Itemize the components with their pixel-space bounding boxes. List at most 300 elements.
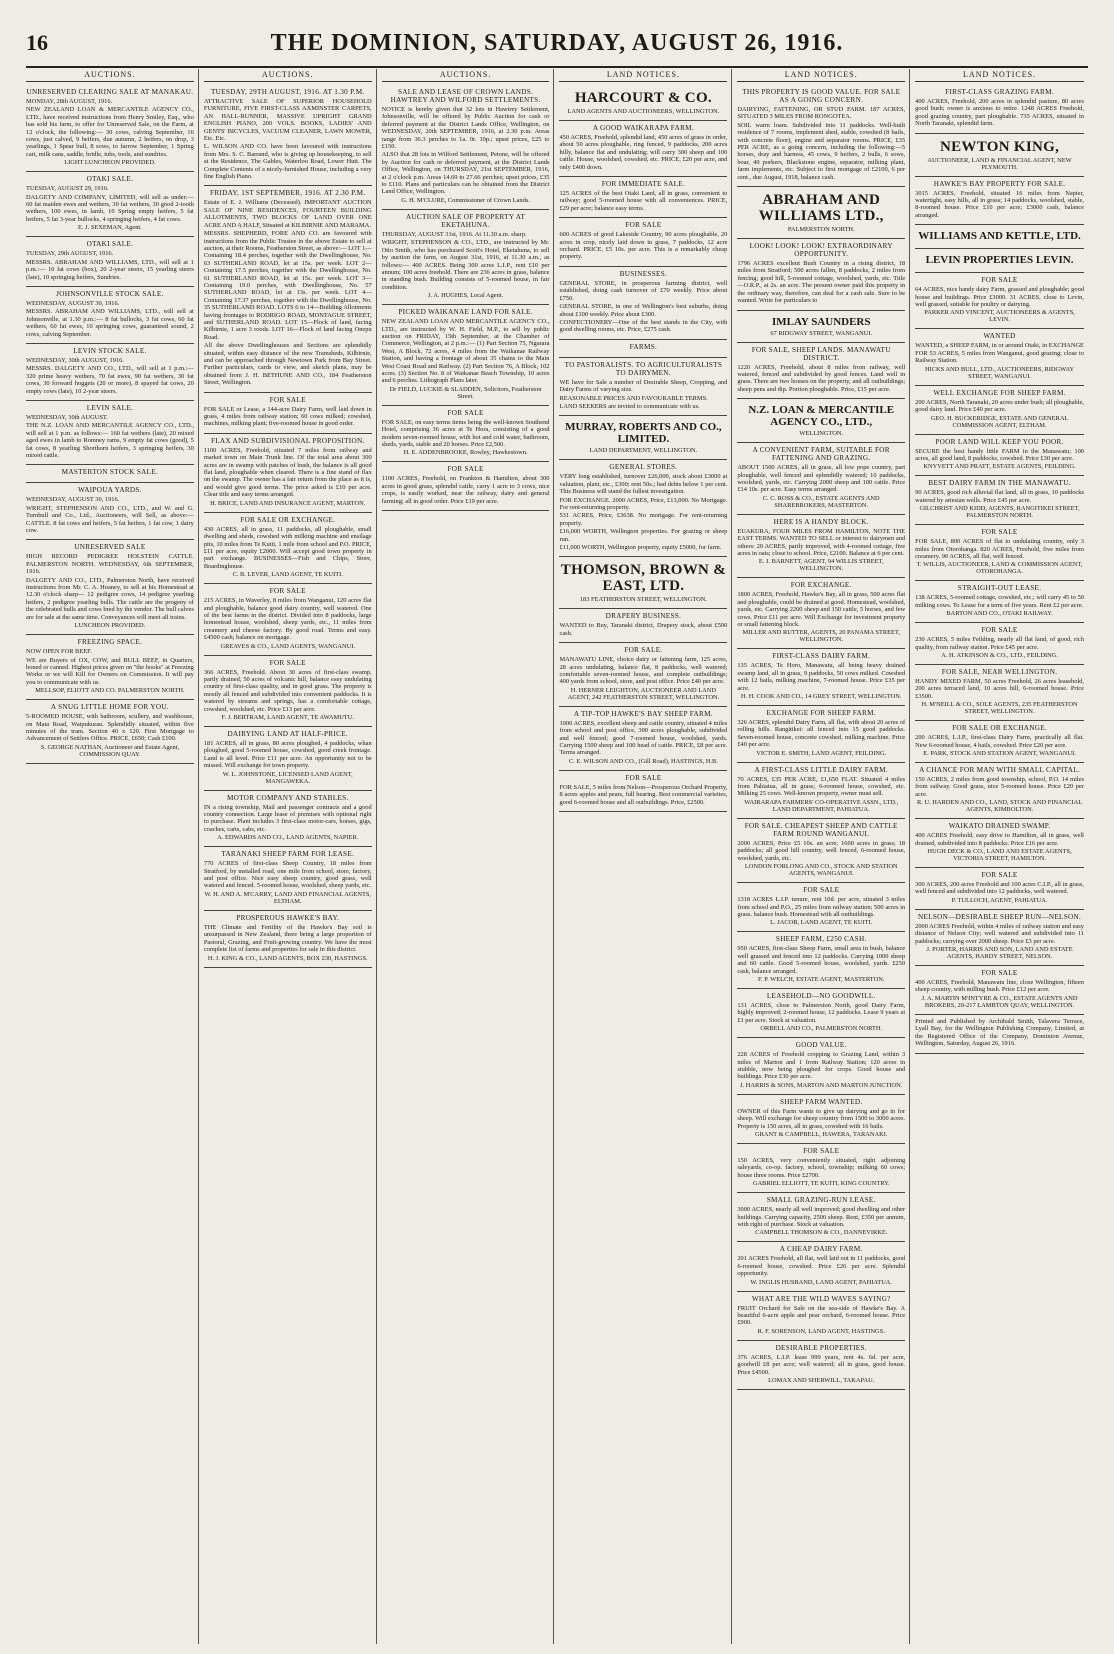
ad-heading: THIS PROPERTY IS GOOD VALUE. FOR SALE AS A GOING CONCERN.	[742, 88, 901, 104]
advertisement	[204, 186, 372, 392]
ad-signature: R. F. SORENSON, LAND AGENT, HASTINGS.	[757, 1327, 885, 1335]
ad-signature: MELLSOP, ELIOTT AND CO. PALMERSTON NORTH.	[35, 687, 185, 695]
ad-text: WANTED to Buy, Taranaki district, Drapery stock, about £500 cash.	[559, 622, 728, 637]
ad-text: DAIRYING, FATTENING, OR STUD FARM. 187 ACRES, SITUATED 3 MILES FROM RONGOTEA.	[737, 106, 906, 121]
columns	[26, 69, 1088, 1644]
ad-heading: WELL EXCHANGE FOR SHEEP FARM.	[933, 388, 1066, 397]
ad-heading: DRAPERY BUSINESS.	[605, 612, 682, 621]
ad-heading: FOR SALE.	[624, 646, 663, 655]
advertisement	[737, 1144, 905, 1193]
ad-text: FOR EXCHANGE. 2000 ACRES, Price, £13,000. No Mortgage. For rent-returning property.	[559, 496, 728, 511]
ad-text: 181 ACRES, all in grass, 80 acres ploughed, 4 paddocks, whan ploughed, good 5-roomed house, cowshed, good creek frontage. Land is all level. Price £11 per acre. An opportunity not to be missed. Will exchange for town property.	[203, 740, 372, 770]
advertisement	[559, 707, 727, 771]
ad-heading: A FIRST-CLASS LITTLE DAIRY FARM.	[754, 765, 888, 774]
ad-text: MANAWATU LINE, choice dairy or fattening farm, 125 acres, 28 acres undulating, balance flat, 8 paddocks, well watered; comfortable seven-roomed house, and complete outbuildings; 400 yards from school, store, and post office. Price £40 per acre.	[559, 656, 728, 686]
ad-signature: A. EDWARDS AND CO., LAND AGENTS, NAPIER.	[217, 834, 359, 842]
ad-heading: OTAKI SALE.	[86, 240, 134, 249]
ad-heading: A SNUG LITTLE HOME FOR YOU.	[50, 703, 169, 712]
advertisement	[559, 267, 727, 340]
ad-heading: SHEEP FARM, £250 CASH.	[775, 935, 867, 944]
ad-signature: KNYVETT AND PRATT, ESTATE AGENTS, FEILDING.	[923, 463, 1076, 471]
advertisement	[204, 847, 372, 911]
advertisement	[915, 721, 1084, 763]
advertisement	[559, 218, 727, 267]
ad-text: NEW ZEALAND LOAN & MERCANTILE AGENCY CO., LTD., have received instructions from Henry Smiley, Esq., who has sold his farm, to offer for Unreserved Sale, on the Farm, at 12 o'clock, the following:— 30 cows, calving September, 16 cows, just calved, 9 heifers, due autumn, 2 heifers, on drop, 3 yearlings, 1 Spear bull, 8 sows, to farrow September, 1 Spring cart, milk cans, saddle, bridle, tubs, tools, and sundries.	[26, 106, 194, 158]
ad-text: 1000 ACRES, excellent sheep and cattle country, situated 4 miles from school and post office, 300 acres ploughable, subdivided and well fenced; good 7-roomed house, woolshed, yards. Carrying 1500 sheep and 100 head of cattle. PRICE, £8 per acre. Terms arranged.	[559, 719, 728, 757]
ad-signature: H. HERNER LEIGHTON, AUCTIONEER AND LAND AGENT, 242 FEATHERSTON STREET, WELLINGTON.	[567, 686, 720, 701]
ad-signature: R. U. HARDEN AND CO., LAND, STOCK AND FINANCIAL AGENTS, KIMBOLTON.	[916, 799, 1083, 814]
ad-text: 366 ACRES, Freehold. About 30 acres of first-class swamp, partly drained, 50 acres of volcanic hill, balance easy undulating country of first-class quality, and in good grass. The property is mostly all fenced and subdivided into convenient paddocks. It is watered by streams and springs, has a comfortable cottage, cowshed, woolshed, etc. Price £13 per acre.	[203, 668, 372, 713]
ad-text: 400 ACRES Freehold, easy drive to Hamilton, all in grass, well drained, subdivided into 8 paddocks. Price £16 per acre.	[915, 832, 1084, 847]
ad-text: 1220 ACRES, Freehold, about 8 miles from railway, well watered, fenced and subdivided by good fences. Land well in grass. There are two houses on the property, and all outbuildings; sheep pens and dip. Portion ploughable. Price, £15 per acre.	[737, 363, 906, 393]
ad-heading: A TIP-TOP HAWKE'S BAY SHEEP FARM.	[573, 709, 713, 718]
ad-signature: PARKER AND VINCENT, AUCTIONEERS & AGENTS, LEVIN.	[924, 309, 1075, 324]
ad-text: 376 ACRES, L.I.P. lease 999 years, rent 4s. 6d. per acre, goodwill £8 per acre; well watered; all in grass, good house. Price £4500.	[737, 1353, 906, 1376]
ad-text: 1318 ACRES L.I.P. tenure, rent 10d. per acre, situated 3 miles from school and P.O., 25 miles from railway station; 500 acres in grass. balance bush. Homestead with all outbuildings.	[737, 896, 906, 918]
ad-heading: FRIDAY, 1ST SEPTEMBER, 1916. AT 2.30 P.M.	[210, 189, 366, 198]
ad-signature: A. H. ATKINSON & CO., LTD., FEILDING.	[941, 651, 1058, 659]
ad-heading: FOR SALE	[269, 658, 306, 667]
column-heading: LAND NOTICES.	[915, 69, 1084, 82]
ad-text: MESSRS. ABRAHAM AND WILLIAMS, LTD., will sell at 1 p.m.:— 10 fat cows (box), 20 2-year steers, 15 yearling steers (late), 10 springing heifers, Sundries.	[26, 258, 194, 281]
advertisement	[915, 85, 1084, 134]
ad-text: 200 ACRES, North Taranaki, 20 acres under bush; all ploughable, good dairy land. Price £40 per acre.	[915, 398, 1084, 414]
advertisement	[915, 1015, 1084, 1054]
ad-text: HIGH RECORD PEDIGREE HOLSTEIN CATTLE. PALMERSTON NORTH. WEDNESDAY, 6th SEPTEMBER, 1916.	[26, 553, 194, 576]
ad-text: 531 ACRES, Price, £3638. No mortgage. For rent-returning property.	[559, 512, 728, 527]
ad-text: FRUIT Orchard for Sale on the sea-side of Hawke's Bay. A beautiful 6-acre apple and pear orchard, 6-roomed house. Price £900.	[737, 1304, 906, 1327]
column-3	[382, 69, 555, 1644]
ad-heading: STRAIGHT-OUT LEASE.	[957, 584, 1042, 593]
ad-heading: FOR SALE	[625, 773, 662, 782]
advertisement	[915, 177, 1084, 226]
column-4	[559, 69, 732, 1644]
ad-signature: J. A. MARTIN M'INTYRE & CO., ESTATE AGENTS AND BROKERS, 20-217 LAMBTON QUAY, WELLINGTON.	[921, 994, 1078, 1009]
advertisement	[26, 465, 194, 483]
ad-heading: A CHANCE FOR MAN WITH SMALL CAPITAL.	[919, 766, 1081, 774]
advertisement	[915, 273, 1084, 329]
ad-text: WRIGHT, STEPHENSON & CO., LTD., are instructed by Mr. Otto Smith, who has purchased Scott's Hotel, Eketahuna, to sell by auction the farm, on August 31st, 1916, at 11.30 a.m., as follows:— 400 ACRES. Being 300 acres L.I.P., rent £10 per annum; 100 acres freehold. There are 236 acres in grass, balance in standing bush. Building consists of 5-roomed house, in fair condition.	[381, 239, 550, 291]
ad-heading: LOOK! LOOK! LOOK! EXTRAORDINARY OPPORTUNITY.	[749, 242, 893, 259]
ad-text: TUESDAY, 29th AUGUST, 1916.	[26, 250, 114, 258]
ad-signature: LIGHT LUNCHEON PROVIDED.	[64, 159, 156, 167]
advertisement	[737, 515, 905, 579]
advertisement	[559, 177, 727, 218]
ad-text: WEDNESDAY, 30th AUGUST, 1916.	[26, 356, 124, 364]
ad-signature: LOMAX AND SHERWILL, TAKAPAU.	[768, 1377, 875, 1385]
ad-signature: LUNCHEON PROVIDED.	[74, 622, 146, 630]
ad-heading: FOR SALE. CHEAPEST SHEEP AND CATTLE FARM ROUND WANGANUI.	[744, 821, 898, 838]
ad-heading: UNRESERVED SALE	[74, 543, 146, 552]
ad-text: Estate of E. J. Williams (Deceased). IMPORTANT AUCTION SALE OF NINE RESIDENCES, FOURTEEN BUILDING ALLOTMENTS, TWO BLOCKS OF LAND OVER ONE ACRE AND A HALF, Situated at KILBIRNIE AND MARAMA.	[203, 199, 372, 229]
ad-heading: FREEZING SPACE.	[77, 638, 143, 647]
ad-text: 400 ACRES, Freehold, 200 acres in splendid pasture, 80 acres good bush; owner is anxious to retire. 1248 ACRES Freehold, good grazing country, part ploughable. 735 ACRES, situated in North Taranaki, splendid farm.	[915, 98, 1084, 128]
ad-heading: MOTOR COMPANY AND STABLES.	[226, 793, 349, 802]
advertisement	[737, 85, 905, 187]
ad-heading: FIRST-CLASS GRAZING FARM.	[945, 88, 1054, 96]
ad-text: WEDNESDAY, AUGUST 30, 1916.	[26, 496, 120, 504]
advertisement	[204, 584, 372, 655]
ad-heading: EXCHANGE FOR SHEEP FARM.	[766, 709, 876, 718]
ad-heading: SALE AND LEASE OF CROWN LANDS. HAWTREY AND WILFORD SETTLEMENTS.	[390, 88, 541, 104]
ad-text: GENERAL STORE, in prosperous farming district, well established, doing cash turnover of £70 weekly. Price about £750.	[559, 279, 728, 302]
advertisement	[737, 819, 905, 883]
ad-firm-name: IMLAY SAUNDERS	[771, 315, 871, 328]
ad-signature: E. PARK, STOCK AND STATION AGENT, WANGANUI.	[923, 750, 1076, 757]
ad-text: ATTRACTIVE SALE OF SUPERIOR HOUSEHOLD FURNITURE, FIVE FIRST-CLASS AXMINSTER CARPETS, AN HALL-RUNNER, MASSIVE UPRIGHT GRAND ENGLISH PIANO, 200 VOLS. BOOKS, LADIES' AND GENTS' BICYCLES, VACUUM CLEANER, LAWN MOWER, Etc. Etc.	[203, 98, 372, 143]
advertisement	[915, 134, 1084, 177]
ad-text: MESSRS. DALGETY AND CO., LTD., will sell at 1 p.m.:— 320 prime heavy wethers, 70 fat ewes, 90 fat wethers, 30 fat cows, 30 forward hoggets (20 or more), 8 spayed fat cows, 20 empty cows (late), 10 2-year steers.	[26, 365, 194, 395]
advertisement	[382, 85, 550, 210]
advertisement	[737, 443, 905, 515]
column-heading: LAND NOTICES.	[559, 69, 727, 82]
page-number: 16	[26, 30, 48, 55]
advertisement	[737, 1242, 905, 1291]
ad-heading: FOR SALE	[803, 886, 840, 895]
advertisement	[737, 763, 905, 819]
ad-heading: GENERAL STORES.	[609, 463, 678, 472]
advertisement	[737, 399, 905, 443]
ad-heading: BEST DAIRY FARM IN THE MANAWATU.	[928, 479, 1071, 488]
ad-text: 138 ACRES, 5-roomed cottage, cowshed, etc.; will carry 45 to 50 milking cows. To Lease for a term of five years. Rent £2 per acre.	[915, 594, 1084, 609]
ad-text: WE have for Sale a number of Desirable Sheep, Cropping, and Dairy Farms of varying size.	[559, 378, 728, 394]
ad-text: WE are Buyers of OX, COW, and BULL BEEF, in Quarters, boned or canned. Highest prices given on "the hooks" at Freezing Works or we will Kill for Owners on Commission. It will pay you to communicate with us.	[26, 656, 194, 686]
ad-text: SECURE the best handy little FARM in the Manawatu; 100 acres, all good land, 8 paddocks, cowshed. Price £30 per acre.	[915, 447, 1084, 462]
ad-heading: HERE IS A HANDY BLOCK.	[773, 517, 869, 526]
ad-signature: G. H. M'CLURE, Commissioner of Crown Lands.	[401, 196, 530, 204]
ad-text: HANDY MIXED FARM, 50 acres Freehold, 26 acres leasehold, 200 acres terraced land, 10 acres hill, 6-roomed house. Price £3500.	[915, 677, 1084, 700]
advertisement	[737, 239, 905, 310]
ad-signature: 183 FEATHERSTON STREET, WELLINGTON.	[579, 596, 707, 604]
ad-text: 770 ACRES of first-class Sheep Country, 18 miles from Stratford, by metalled road, one mile from school, store, factory, and post office. Nice easy sheep country, good grass, well watered and fenced. 5-roomed house, woolshed, sheep yards, etc.	[203, 860, 372, 890]
ad-heading: GOOD VALUE.	[795, 1041, 847, 1050]
advertisement	[559, 85, 727, 121]
ad-signature: GRANT & CAMPBELL, HAWERA, TARANAKI.	[755, 1131, 888, 1138]
ad-heading: FOR SALE, NEAR WELLINGTON.	[941, 667, 1058, 676]
ad-text: 1800 ACRES, Freehold, Hawke's Bay, all in grass, 500 acres flat and ploughable, could be drained at good. Homestead, woolshed, yards, etc. Carrying 2200 sheep and 150 cattle, 5 horses, and few cows. Price £11 per acre. Will Exchange for investment property or small fattening block.	[737, 591, 906, 628]
ad-signature: W. L. JOHNSTONE, LICENSED LAND AGENT, MANGAWEKA.	[222, 770, 353, 785]
ad-text: DALGETY AND COMPANY, LIMITED, will sell as under:— 60 fat maiden ewes and wethers, 30 fat wethers, 30 good 2-tooth wethers, 100 ewes, in lamb, 10 Spring empty heifers, 5 fat heifers, 5 fat 3-year bullocks, 4 springing heifers, 4 fat cows.	[26, 193, 194, 223]
ad-text: LAND SEEKERS are invited to communicate with us.	[559, 402, 700, 410]
ad-text: 90 ACRES, good rich alluvial flat land, all in grass, 10 paddocks watered by artesian wells. Price £45 per acre.	[915, 489, 1084, 504]
column-heading: AUCTIONS.	[204, 69, 372, 82]
ad-text: L. WILSON AND CO. have been favoured with instructions from Mrs. S. C. Barrand, who is giving up housekeeping, to sell at the Residence, The Gables, Waterloo Road, Lower Hutt. The Complete Contents of a nicely-furnished House, including a very fine English Piano.	[203, 143, 372, 181]
ad-text: NOTICE is hereby given that 32 lots in Hawtrey Settlement, Johnsonville, will be offered by Public Auction for cash or deferred payment at the District Lands Office, Wellington, on WEDNESDAY, 20th SEPTEMBER, 1916, at 2.30 p.m. Areas range from 36.3 perches to 1a. 0r. 10p.; upset prices, £25 to £150.	[381, 106, 550, 151]
ad-signature: AUCTIONEER, LAND & FINANCIAL AGENT, NEW PLYMOUTH.	[927, 156, 1072, 171]
ad-heading: JOHNSONVILLE STOCK SALE.	[56, 289, 164, 298]
ad-signature: PALMERSTON NORTH.	[787, 226, 855, 234]
ad-text: THE Climate and Fertility of the Hawke's Bay soil is unsurpassed in New Zealand, there being a large proportion of Pastoral, Grazing, and Fruit-growing country. We have the most complete list of farms and properties for sale in this district.	[203, 923, 372, 954]
advertisement	[737, 989, 905, 1038]
advertisement	[737, 1292, 905, 1341]
ad-heading: FOR SALE, SHEEP LANDS. MANAWATU DISTRICT.	[751, 345, 891, 362]
ad-text: 215 ACRES, in Waverley, 8 miles from Wanganui, 120 acres flat and ploughable, balance good dairy country, well watered. One of the best farms in the district. Divided into 8 paddocks, large homestead house, woolshed, sheep yards, etc., 11 miles from creamery and cheese factory. By good road. Terms and easy. £4500 cash; balance on mortgage.	[203, 597, 372, 642]
advertisement	[559, 557, 727, 609]
ad-text: DALGETY AND CO., LTD., Palmerston North, have received instructions from Mr. C. A. Hoaney, to sell at his Homestead at 12.30 o'clock sharp— 12 pedigree cows, 14 pedigree yearling heifers, 2 pedigree yearling bulls. The cattle are the progeny of the celebrated bulls and cows bred by the vendor. The bull calves are for sale at the same time. Conveyances will meet all trains.	[26, 576, 194, 621]
ad-signature: F. J. BERTRAM, LAND AGENT, TE AWAMUTU.	[221, 714, 354, 721]
ad-heading: FOR SALE	[981, 528, 1018, 537]
advertisement	[915, 665, 1084, 721]
ad-heading: MASTERTON STOCK SALE.	[61, 468, 159, 477]
ad-signature: LAND AGENTS AND AUCTIONEERS, WELLINGTON.	[567, 108, 720, 115]
ad-text: FOR SALE, 800 ACRES of flat to undulating country, only 3 miles from Otorohanga. 820 ACRES, Freehold, five miles from creamery. 90 ACRES, all flat, well fenced.	[915, 538, 1084, 560]
ad-signature: H. BRICE, LAND AND INSURANCE AGENT, MARTON.	[210, 499, 366, 507]
ad-heading: FARMS.	[629, 342, 658, 351]
ad-text: GENERAL STORE, in one of Wellington's best suburbs, doing about £100 weekly. Price about £300.	[559, 303, 728, 318]
ad-signature: H. E. ADDENBROOKE, Rowley, Hawkestown.	[403, 449, 528, 457]
advertisement	[559, 121, 727, 177]
advertisement	[737, 1193, 905, 1242]
ad-text: 430 ACRES, all in grass, 11 paddocks, all ploughable, small dwelling and sheds, cowshed with milking machine and ensilage pits, 10 miles from Te Kuiti, 1 mile from school and P.O. PRICE, £11 per acre, equity £2000. Will accept good town property in part exchange. BUSINESSES—Fish and Chips, Store, Boardinghouse.	[203, 525, 372, 570]
advertisement	[204, 791, 372, 848]
ad-text: ALSO that 28 lots in Wilford Settlement, Petone, will be offered by Auction for cash or deferred payment, at the District Lands Office, Wellington, on THURSDAY, 21st SEPTEMBER, 1916, at 2 o'clock p.m. Areas 14.69 to 27.66 perches; upset prices, £35 to £110. Plans and particulars can be obtained from the District Land Office, Wellington.	[381, 151, 550, 196]
ad-text: THE N.Z. LOAN AND MERCANTILE AGENCY CO., LTD., will sell at 1 p.m. as follows:— 160 fat wethers (late), 20 mixed aged ewes in lamb to Romney rams, 9 empty fat cows (good), 5 fat cows, 8 yearling Shorthorn heifers, 3 springing heifers, 30 mixed cattle.	[26, 422, 194, 459]
advertisement	[915, 329, 1084, 385]
ad-text: NEW ZEALAND LOAN AND MERCANTILE AGENCY CO., LTD., are instructed by W. H. Field, M.P., to sell by public auction on FRIDAY, 15th September, at the Chamber of Commerce, Wellington, at 2 p.m.:— (1) Part Section 75, Ngarara West, A Block, 72 acres, 4 miles from the Waikanae Railway Station, and having a frontage of about 35 chains to the Main West Coast Road and Railway. (2) Part Section 76, A Block, 102 acres. (3) Section No. 8 of Waikanae Beach Township, 10 acres and 6 perches. Lithograph Plans later.	[381, 318, 550, 385]
ad-text: 2000 ACRES Freehold, within 4 miles of railway station and easy distance of Nelson City; well watered and subdivided into 11 paddocks; carrying over 2000 sheep. Price £3 per acre.	[915, 922, 1084, 945]
ad-heading: A CONVENIENT FARM, SUITABLE FOR FATTENING AND GRAZING.	[752, 446, 890, 463]
ad-signature: HUGH DECK & CO., LAND AND ESTATE AGENTS, VICTORIA STREET, HAMILTON.	[927, 848, 1072, 863]
advertisement	[915, 910, 1084, 966]
ad-text: EUAKURA, FOUR MILES FROM HAMILTON, NOTE THE EAST TERMS. WANTED TO SELL or interest to dairymen and others: 20 ACRES, partly improved, with 4-roomed cottage, five acres in oats; close to school. Price, £2100. Balance at 6 per cent.	[737, 527, 906, 557]
ad-signature: C. E. WILSON AND CO., (Gill Road), HASTINGS, H.B.	[568, 757, 718, 765]
ad-heading: SMALL GRAZING-RUN LEASE.	[766, 1196, 876, 1205]
advertisement	[559, 460, 727, 557]
ad-signature: S. GEORGE NATHAN, Auctioneer and Estate Agent, COMMISSION QUAY.	[40, 743, 180, 758]
ad-text: IN a rising township, Mail and passenger contracts and a good country connection. Large lease of premises with optional right to purchase. Plant includes 3 first-class motor-cars, horses, gigs, coaches, carts, cabs, etc.	[203, 803, 372, 833]
ad-heading: OTAKI SALE.	[86, 175, 134, 184]
ad-signature: WAIRARAPA FARMERS' CO-OPERATIVE ASSN., LTD., LAND DEPARTMENT, PAHIATUA.	[744, 798, 899, 813]
ad-text: NOW OPEN FOR BEEF.	[26, 648, 92, 656]
ad-signature: GEO. H. BUCKERIDGE, ESTATE AND GENERAL COMMISSION AGENT, ELTHAM.	[930, 414, 1069, 429]
column-2	[204, 69, 377, 1644]
advertisement	[382, 210, 550, 305]
column-heading: LAND NOTICES.	[737, 69, 905, 82]
ad-text: FOR SALE, on easy terms items being the well-known Southend Hotel, comprising 36 acres at Te Hora, consisting of a good modern seven-roomed house, with hot and cold water, bathroom, sheds, yards, stable and 20 horses. Price £2,500.	[381, 418, 550, 448]
advertisement	[915, 868, 1084, 910]
ad-text: MESSRS. SHEPHERD, FORE AND CO. are favoured with instructions from the Public Trustee in the above Estate to sell at auction, at their Rooms, Featherston Street, as above:— LOT 1—Containing 18.4 perches, together with the Dwellinghouse, No. 63 SUTHERLAND ROAD, let at 15s. per week. LOT 2—Containing 17.5 perches, together with the Dwellinghouse, No. 61 SUTHERLAND ROAD, let at 15s. per week. LOT 3—Containing 19.0 perches, with Dwellinghouse, No. 57 SUTHERLAND ROAD, let at 13s. per week. LOT 4—Containing 17.37 perches, together with the Dwellinghouse, No. 35 SUTHERLAND ROAD. LOTS 6 to 14—Building Allotments having frontages to RODRIGO ROAD, MONTAGUE STREET, and SUTHERLAND ROAD. LOT 15—Flock of land, facing Kilbirnie, 1 acre 3 roods. LOT 16—Flock of land facing Onepu Road.	[203, 230, 372, 341]
ad-text: 600 ACRES of good Lakeside Country, 90 acres ploughable, 20 acres in crop, nicely laid down in grass, 7 paddocks, 12 acre orchard. PRICE, £5 10s. per acre. This is a remarkably cheap property.	[559, 231, 728, 261]
ad-text: 70 ACRES, £35 PER ACRE, £1,650 FLAT. Situated 4 miles from Pahiatua, all in grass; 6-roomed house, cowshed, etc. Milking 25 cows. Well-known property, owner must sell.	[737, 775, 906, 798]
ad-text: 5-ROOMED HOUSE, with bathroom, scullery, and washhouse, on Mata Road, Waipukurau. Splendidly situated, within five minutes of the tram. Section 40 x 120. First Mortgage to Advancement of Settlers Office. PRICE, £650; Cash £100.	[26, 713, 194, 743]
advertisement	[915, 763, 1084, 819]
advertisement	[737, 1095, 905, 1144]
ad-text: WEDNESDAY, AUGUST 30, 1916.	[26, 299, 120, 307]
ad-heading: FOR SALE	[981, 969, 1018, 978]
ad-text: Printed and Published by Archibald Smith, Talavera Terrace, Lyall Bay, for the Wellington Publishing Company, Limited, at the Registered Office of the Company, Dominion Avenue, Wellington, Saturday, August 26, 1916.	[915, 1017, 1084, 1048]
ad-heading: FOR EXCHANGE.	[790, 581, 852, 590]
ad-text: MESSRS. ABRAHAM AND WILLIAMS, LTD., will sell at Johnsonville, at 1.30 p.m.:— 8 fat bullocks, 3 fat cows, 60 fat wethers, 60 fat ewes, 10 springing cows, guaranteed sound, 2 cows, calving September.	[26, 308, 194, 338]
advertisement	[26, 172, 194, 237]
ad-signature: Dr FIELD, LUCKIE & SLADDEN, Solicitors, Featherston Street.	[389, 385, 542, 400]
advertisement	[204, 727, 372, 791]
advertisement	[737, 649, 905, 706]
ad-text: 200 ACRES, L.I.P., first-class Dairy Farm, practically all flat. New 6-roomed house, 4 bails, cowshed. Price £20 per acre.	[915, 734, 1084, 749]
ad-heading: WHAT ARE THE WILD WAVES SAYING?	[751, 1294, 891, 1303]
ad-firm-name: HARCOURT & CO.	[574, 90, 712, 106]
ad-text: 150 ACRES, 2 miles from good township, school, P.O. 14 miles from railway. Good grass, nice 5-roomed house. Price £20 per acre.	[915, 776, 1084, 798]
ad-signature: CAMPBELL THOMSON & CO., DANNEVIRKE.	[755, 1229, 888, 1237]
ad-signature: VICTOR E. SMITH, LAND AGENT, FEILDING.	[756, 749, 887, 757]
ad-heading: FOR SALE	[447, 465, 484, 474]
ad-text: ABOUT 1500 ACRES, all in grass, all low pope country, part ploughable, well fenced and splendidly watered; 10 paddocks, woolshed, yards, etc. Carrying 2000 sheep and 100 cattle. Price £14 10s. per acre. Easy terms arranged.	[737, 464, 906, 494]
ad-signature: W. INGLIS HUSBAND, LAND AGENT, PAHIATUA.	[750, 1278, 893, 1286]
ad-text: 125 ACRES of the best Otaki Land, all in grass, convenient to railway; good 5-roomed house with all conveniences. PRICE, £29 per acre; balance easy terms.	[559, 190, 728, 212]
ad-firm-name: ABRAHAM AND WILLIAMS LTD.,	[758, 192, 884, 225]
ad-heading: FOR SALE	[269, 395, 306, 404]
ad-signature: BARTON AND CO., OTAKI RAILWAY.	[946, 610, 1053, 618]
ad-heading: FIRST-CLASS DAIRY FARM.	[772, 652, 871, 661]
ad-firm-name: NEWTON KING,	[939, 138, 1060, 155]
ad-heading: BUSINESSES.	[619, 269, 668, 278]
ad-heading: WAIKATO DRAINED SWAMP.	[948, 822, 1051, 831]
ad-text: £16,000 WORTH, Wellington properties. For grazing or sheep run.	[559, 528, 728, 543]
ad-heading: LEASEHOLD—NO GOODWILL.	[766, 991, 876, 1000]
ad-heading: A GOOD WAIKARAPA FARM.	[592, 124, 694, 132]
ad-heading: FOR SALE	[803, 1147, 840, 1155]
ad-heading: UNRESERVED CLEARING SALE AT MANAKAU.	[26, 88, 194, 96]
ad-text: WRIGHT, STEPHENSON AND CO., LTD., and W. and G. Turnbull and Co., Ltd., Auctioneers, will Sell, as above:— CATTLE. 8 fat cows and heifers, 5 fat heifers, 1 fat cow, 1 dairy cow.	[26, 504, 194, 535]
ad-signature: GABRIEL ELLIOTT, TE KUITI, KING COUNTRY.	[752, 1180, 890, 1188]
ad-heading: TUESDAY, 29TH AUGUST, 1916. AT 1.30 P.M.	[210, 88, 365, 96]
ad-signature: L. JACOB, LAND AGENT, TE KUITI.	[770, 919, 873, 927]
ad-text: 326 ACRES, splendid Dairy Farm, all flat, with about 20 acres of rolling hills. Rangitikei: all fenced into 15 good paddocks. Seven-roomed house, concrete cowshed, milking machine. Price £40 per acre.	[737, 719, 906, 749]
ad-firm-name: THOMSON, BROWN & EAST, LTD.	[560, 562, 727, 595]
ad-heading: FOR SALE	[981, 626, 1018, 635]
ad-heading: DESIRABLE PROPERTIES.	[775, 1343, 867, 1352]
column-1	[26, 69, 199, 1644]
ad-signature: E. J. SEXEMAN, Agent.	[78, 224, 142, 232]
ad-signature: H. H. COOK AND CO., 14 GREY STREET, WELLINGTON.	[740, 693, 902, 701]
advertisement	[737, 1341, 905, 1390]
ad-firm-name: N.Z. LOAN & MERCANTILE AGENCY CO., LTD.,	[748, 404, 895, 429]
ad-text: 300 ACRES, 200 acres Freehold and 100 acres C.I.P., all in grass, well fenced and subdivided into 12 paddocks, well watered.	[915, 881, 1084, 896]
advertisement	[559, 416, 727, 460]
ad-text: 950 ACRES, first-class Sheep Farm, small area in bush, balance well grassed and fenced into 12 paddocks. Carrying 1000 sheep and 60 cattle. Good 5-roomed house, woolshed, yards. £250 cash, balance arranged.	[737, 945, 906, 975]
masthead	[26, 30, 1088, 64]
ad-text: 1100 ACRES, Freehold, situated 7 miles from railway and market town on Main Trunk line. Of the total area about 300 acres are in swamp with patches of bush, the balance is all good flat land, ploughable when cleared. There is a fine stand of flax on the swamp. The owner has a fair return from the place as it is, and would give good terms. The price asked is £10 per acre. Clear title and easy terms arranged.	[203, 446, 372, 499]
ad-text: OWNER of this Farm wants to give up dairying and go in for sheep. Will exchange for sheep country from 1500 to 3000 acres. Property is 150 acres, all in grass, cowshed with 16 bails.	[737, 1107, 906, 1130]
ad-text: FOR SALE, 5 miles from Nelson—Prosperous Orchard Property, 8 acres apples and pears, full bearing. Best commercial varieties, good 6-roomed house and all outbuildings. Price, £2500.	[559, 783, 728, 806]
advertisement	[737, 883, 905, 932]
advertisement	[737, 187, 905, 239]
ad-heading: AUCTION SALE OF PROPERTY AT EKETAHUNA.	[405, 212, 526, 229]
advertisement	[26, 483, 194, 540]
advertisement	[737, 578, 905, 649]
ad-heading: TARANAKI SHEEP FARM FOR LEASE.	[221, 850, 355, 859]
ad-heading: WANTED	[983, 332, 1016, 341]
ad-heading: POOR LAND WILL KEEP YOU POOR.	[935, 437, 1064, 446]
advertisement	[204, 513, 372, 584]
ad-text: 450 ACRES, Freehold, splendid land, 450 acres of grass in order, about 50 acres ploughable, ring fenced, 9 paddocks, 200 acres hilly, balance flat and undulating; will carry 300 sheep and 100 cattle. House, woolshed, cowshed, etc. PRICE, £20 per acre, and only £400 down.	[559, 134, 728, 171]
ad-signature: J. HARRIS & SONS, MARTON AND MARTON JUNCTION.	[740, 1081, 903, 1089]
ad-signature: H. J. KING & CO., LAND AGENTS, BOX 230, HASTINGS.	[207, 954, 368, 962]
ad-heading: LEVIN STOCK SALE.	[73, 346, 147, 355]
ad-text: 131 ACRES, close to Palmerston North, good Dairy Farm, highly improved; 2-roomed house, 12 paddocks. Lease 9 years at £1 per acre. Stock at valuation.	[737, 1001, 906, 1024]
ad-text: 400 ACRES, Freehold, Manawatu line, close Wellington, fifteen sheep country, with milling bush. Price £12 per acre.	[915, 979, 1084, 994]
ad-text: 230 ACRES, 5 miles Feilding, nearly all flat land, of good, rich quality, from railway station. Price £45 per acre.	[915, 636, 1084, 651]
ad-signature: HICKS AND BULL, LTD., AUCTIONEERS, RIDGWAY STREET, WANGANUI.	[924, 365, 1075, 380]
ad-heading: NELSON—DESIRABLE SHEEP RUN—NELSON.	[918, 912, 1082, 921]
ad-heading: FOR SALE	[981, 871, 1018, 880]
ad-heading: SHEEP FARM WANTED.	[779, 1097, 863, 1106]
ad-heading: FLAX AND SUBDIVISIONAL PROPOSITION.	[210, 436, 365, 445]
ad-signature: ORBELL AND CO., PALMERSTON NORTH.	[760, 1025, 883, 1033]
ad-text: 201 ACRES Freehold, all flat, well laid out in 11 paddocks, good 6-roomed house, cowshed. Price £26 per acre. Splendid opportunity.	[737, 1255, 906, 1278]
ad-signature: P. TULLOCH, AGENT, PAHIATUA.	[951, 896, 1048, 904]
column-heading: AUCTIONS.	[382, 69, 550, 82]
ad-text: 150 ACRES, very conveniently situated, right adjoining saleyards, co-op. factory, school, township; milking 60 cows; house three rooms. Price £2700.	[737, 1157, 906, 1179]
advertisement	[382, 406, 550, 463]
advertisement	[26, 635, 194, 700]
ad-firm-name: LEVIN PROPERTIES LEVIN.	[925, 254, 1074, 267]
advertisement	[26, 401, 194, 465]
column-6	[915, 69, 1088, 1644]
ad-heading: FOR IMMEDIATE SALE.	[601, 180, 686, 189]
advertisement	[559, 643, 727, 707]
advertisement	[737, 706, 905, 763]
advertisement	[26, 237, 194, 287]
newspaper-title: THE DOMINION, SATURDAY, AUGUST 26, 1916.	[270, 30, 844, 56]
ad-text: VERY long established, turnover £26,000, stock about £3000 at valuation, plant, etc., £300; rent 50s.; bad debts below 1 per cent. This Business will stand the fullest investigation.	[559, 473, 728, 496]
ad-heading: PICKED WAIKANAE LAND FOR SALE.	[398, 308, 533, 317]
ad-signature: C. C. ROSS & CO., ESTATE AGENTS AND SHAREBROKERS, MASTERTON.	[762, 494, 880, 509]
ad-signature: F. P. WELCH, ESTATE AGENT, MASTERTON.	[758, 975, 885, 983]
advertisement	[737, 932, 905, 989]
ad-heading: DAIRYING LAND AT HALF-PRICE.	[227, 730, 348, 738]
ad-heading: PROSPEROUS HAWKE'S BAY.	[236, 913, 340, 922]
ad-signature: 67 RIDGWAY STREET, WANGANUI.	[770, 329, 873, 337]
advertisement	[382, 305, 550, 406]
advertisement	[915, 225, 1084, 249]
ad-text: MONDAY, 28th AUGUST, 1916.	[26, 98, 113, 105]
ad-heading: WAIPOUA YARDS.	[77, 486, 142, 495]
ad-heading: HAWKE'S BAY PROPERTY FOR SALE.	[933, 179, 1066, 188]
advertisement	[559, 358, 727, 417]
ad-text: 64 ACRES, nice handy dairy Farm, grassed and ploughable; good house and buildings. Price £3000. 31 ACRES, close to Levin, well grassed, suitable for poultry or dairying.	[915, 286, 1084, 309]
ad-text: £11,000 WORTH, Wellington property, equity £5000, for farm.	[559, 544, 722, 551]
advertisement	[204, 656, 372, 727]
advertisement	[915, 966, 1084, 1015]
advertisement	[915, 581, 1084, 623]
ad-text: WEDNESDAY, 30th AUGUST.	[26, 413, 108, 421]
ad-signature: GILCHRIST AND KIDD, AGENTS, RANGITIKEI STREET, PALMERSTON NORTH.	[919, 505, 1080, 520]
advertisement	[915, 819, 1084, 868]
ad-signature: T. WILLIS, AUCTIONEER, LAND & COMMISSION AGENT, OTOROHANGA.	[916, 561, 1083, 576]
ad-firm-name: MURRAY, ROBERTS AND CO., LIMITED.	[565, 421, 722, 446]
ad-heading: FOR SALE OR EXCHANGE.	[952, 724, 1048, 733]
ad-signature: MILLER AND RUTTER, AGENTS, 20 PANAMA STREET, WELLINGTON.	[742, 629, 900, 644]
advertisement	[204, 393, 372, 434]
ad-text: THURSDAY, AUGUST 31st, 1916. At 11.30 a.m. sharp.	[381, 230, 527, 238]
ad-text: 3015 ACRES, Freehold, situated 16 miles from Napier, watertight, easy hills, all in grass; 14 paddocks, woolshed, stable, 8-roomed house. Price £10 per acre; £3000 cash, balance arranged.	[915, 189, 1084, 219]
ad-text: REASONABLE PRICES AND FAVOURABLE TERMS.	[559, 394, 708, 402]
advertisement	[382, 462, 550, 511]
ad-signature: J. PORTER, HARRIS AND SON, LAND AND ESTATE AGENTS, HARDY STREET, NELSON.	[926, 946, 1073, 961]
ad-heading: FOR SALE	[625, 221, 662, 230]
ad-text: SOIL warm loam. Subdivided into 11 paddocks. Well-built residence of 7 rooms, implement shed, stable, cowshed (8 bails, with concrete floor), engine and separator rooms. PRICE, £35 PER ACRE, as a going concern, including the following:—5 horses, dray and harness, 45 cows, 9 heifers, 2 bulls, 6 sows, boar, 40 porkers, Blackstone engine, separator, milking plant, farm implements, etc. Subject to first mortgage of £2100, 6 per cent., due August, 1918, balance cash.	[737, 121, 906, 181]
advertisement	[204, 434, 372, 513]
ad-firm-name: WILLIAMS AND KETTLE, LTD.	[918, 230, 1081, 243]
advertisement	[915, 623, 1084, 665]
column-5	[737, 69, 910, 1644]
ad-signature: H. M'NEILL & CO., SOLE AGENTS, 235 FEATHERSTON STREET, WELLINGTON.	[921, 701, 1078, 716]
ad-text: TUESDAY, AUGUST 29, 1916.	[26, 185, 109, 193]
ad-signature: C. B. LEVER, LAND AGENT, TE KUITI.	[232, 571, 343, 579]
ad-heading: FOR SALE	[447, 408, 484, 417]
advertisement	[26, 344, 194, 401]
ad-heading: LEVIN SALE.	[86, 403, 134, 412]
